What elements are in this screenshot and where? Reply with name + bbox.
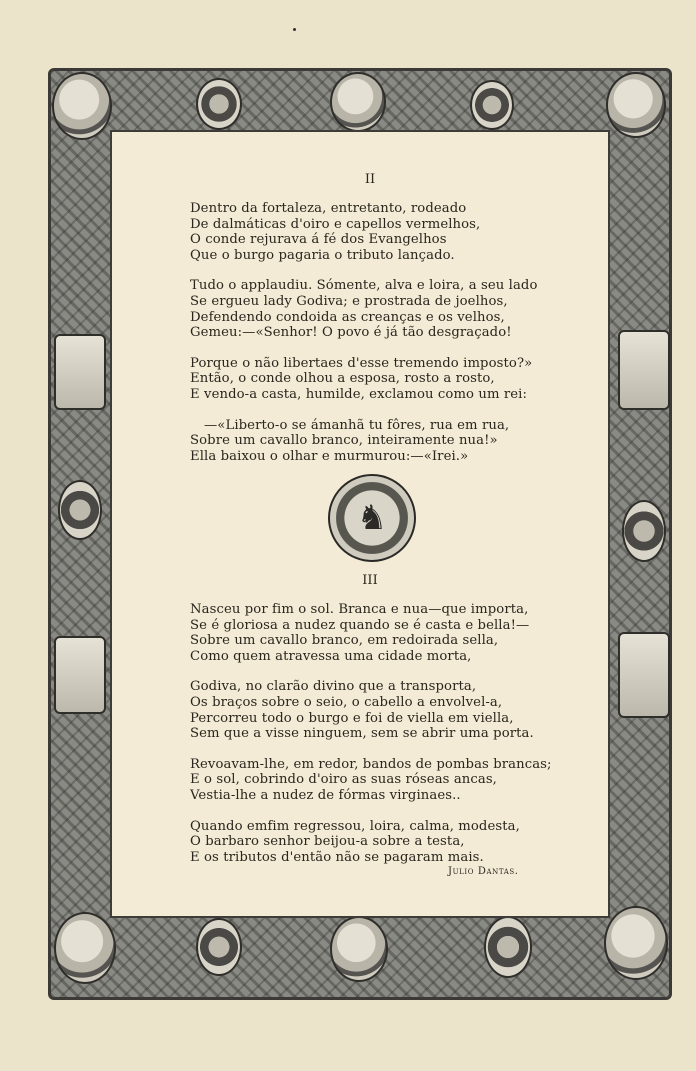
section-ii-poem [190, 201, 550, 479]
ornament-medallion-icon [196, 78, 242, 130]
ornament-medallion-icon [622, 500, 666, 562]
verse-line: Então, o conde olhou a esposa, rosto a rosto, [190, 371, 495, 387]
stanza [190, 819, 550, 866]
verse-line: Vestia-lhe a nudez de fórmas virginaes.. [190, 787, 461, 803]
verse-line: Sobre um cavallo branco, inteiramente nua!» [190, 433, 498, 449]
saint-panel-icon [54, 636, 106, 714]
portrait-medallion-icon [330, 72, 386, 132]
beast-medallion-icon [604, 906, 668, 980]
portrait-medallion-icon [52, 72, 112, 140]
saint-panel-icon [54, 334, 106, 410]
verse-line: E vendo-a casta, humilde, exclamou como um rei: [190, 386, 528, 402]
verse-line: Gemeu:—«Senhor! O povo é já tão desgraçado! [190, 325, 512, 341]
stanza [190, 679, 550, 741]
stanza [190, 757, 550, 804]
verse-line: —«Liberto-o se ámanhã tu fôres, rua em rua, [204, 417, 510, 433]
verse-line: Como quem atravessa uma cidade morta, [190, 648, 472, 664]
verse-line: Sem que a visse ninguem, sem se abrir uma porta. [190, 726, 534, 742]
section-iii-poem [190, 602, 550, 880]
ornament-medallion-icon [58, 480, 102, 540]
verse-line: Tudo o applaudiu. Sómente, alva e loira, a seu lado [190, 278, 538, 294]
verse-line: De dalmáticas d'oiro e capellos vermelhos, [190, 216, 481, 232]
verse-line: O conde rejurava á fé dos Evangelhos [190, 232, 447, 248]
ornament-medallion-icon [484, 916, 532, 978]
verse-line: Quando emfim regressou, loira, calma, modesta, [190, 818, 520, 834]
verse-line: Defendendo condoida as creanças e os velhos, [190, 309, 505, 325]
verse-line: E o sol, cobrindo d'oiro as suas róseas ancas, [190, 772, 497, 788]
ornament-medallion-icon [470, 80, 514, 130]
horse-icon: ♞ [356, 498, 388, 538]
verse-line: Sobre um cavallo branco, em redoirada sella, [190, 633, 499, 649]
printer-mark [293, 28, 296, 31]
verse-line: Ella baixou o olhar e murmurou:—«Irei.» [190, 448, 469, 464]
stanza [190, 201, 550, 263]
verse-line: Dentro da fortaleza, entretanto, rodeado [190, 201, 467, 216]
saint-panel-icon [618, 632, 670, 718]
saint-panel-icon [618, 330, 670, 410]
verse-line: Porque o não libertaes d'esse tremendo imposto?» [190, 355, 533, 371]
stanza [190, 278, 550, 340]
verse-line: Percorreu todo o burgo e foi de viella em viella, [190, 710, 514, 726]
beast-medallion-icon [330, 916, 388, 982]
author-signature: Julio Dantas. [448, 866, 519, 877]
verse-line: Os braços sobre o seio, o cabello a envolvel-a, [190, 694, 503, 710]
verse-line: O barbaro senhor beijou-a sobre a testa, [190, 834, 465, 850]
verse-line: E os tributos d'então não se pagaram mais. [190, 849, 484, 865]
verse-line: Revoavam-lhe, em redor, bandos de pombas brancas; [190, 756, 552, 772]
verse-line: Se ergueu lady Godiva; e prostrada de joelhos, [190, 293, 508, 309]
horse-vignette-icon [328, 474, 416, 562]
portrait-medallion-icon [606, 72, 666, 138]
beast-medallion-icon [54, 912, 116, 984]
stanza [190, 602, 550, 664]
section-numeral-ii: II [364, 172, 376, 187]
verse-line: Se é gloriosa a nudez quando se é casta e bella!— [190, 617, 530, 633]
verse-line: Nasceu por fim o sol. Branca e nua—que importa, [190, 602, 529, 617]
verse-line: Godiva, no clarão divino que a transporta, [190, 679, 477, 695]
section-numeral-iii: III [362, 573, 378, 588]
verse-line: Que o burgo pagaria o tributo lançado. [190, 247, 455, 263]
stanza [190, 356, 550, 403]
ornament-medallion-icon [196, 918, 242, 976]
stanza [190, 418, 550, 465]
